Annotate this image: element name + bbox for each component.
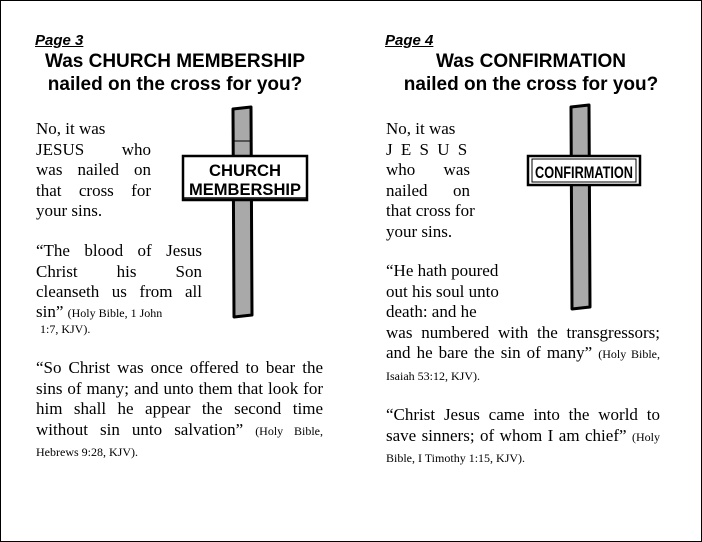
cross-illustration [521, 101, 661, 321]
verse-line: cleanseth us from all [36, 282, 202, 301]
verse-citation: (Holy Bible, 1 John [67, 305, 163, 320]
verse-line: sin” [36, 301, 64, 321]
intro-line: who was [386, 160, 470, 179]
heading-line-2: nailed on the cross for you? [47, 74, 303, 95]
sign-text: CONFIRMATION [535, 163, 633, 182]
intro-line: J E S U S [386, 139, 470, 159]
intro-line: No, it was [36, 119, 106, 138]
cross-upright [571, 105, 590, 309]
page-3 [1, 1, 351, 541]
page-number: Page 3 [35, 32, 84, 49]
verse-citation: (Holy Bible, Isaiah 53:12, KJV). [386, 347, 661, 383]
heading-line-1: Was CHURCH MEMBERSHIP [44, 51, 306, 72]
verse-text: was numbered with the transgressors; and he bare the sin of many” [386, 322, 660, 362]
sign-line-1: CHURCH [209, 161, 281, 180]
intro-line: that cross for [386, 201, 475, 220]
heading-line-1: Was CONFIRMATION [436, 51, 626, 72]
page-heading [371, 50, 691, 96]
verse-text: “So Christ was once offered to bear the sins of many; and unto them that look for him shall he appear the second time without sin unto salvation” [36, 358, 323, 439]
verse-citation: (Holy Bible, Hebrews 9:28, KJV). [36, 423, 323, 459]
verse-line: out his soul unto [386, 281, 499, 301]
verse-citation-cont: 1:7, KJV). [40, 321, 91, 336]
intro-line: your sins. [386, 221, 453, 241]
page-heading [15, 50, 335, 96]
verse-line: “He hath poured [386, 261, 499, 280]
intro-line: your sins. [36, 201, 103, 220]
verse-citation: (Holy Bible, I Timothy 1:15, KJV). [386, 429, 661, 465]
verse-line: death: and he [386, 302, 477, 321]
intro-paragraph [36, 119, 151, 222]
verse-text: “Christ Jesus came into the world to save sinners; of whom I am chief” [386, 405, 660, 445]
heading-line-2: nailed on the cross for you? [403, 74, 659, 95]
verse-hebrews [36, 358, 323, 463]
verse-line: Christ his Son [36, 261, 202, 281]
verse-line: “The blood of Jesus [36, 241, 202, 260]
intro-line: No, it was [386, 119, 456, 138]
intro-line: was nailed on [36, 160, 151, 179]
sign-line-2: MEMBERSHIP [189, 180, 301, 199]
verse-timothy [386, 405, 660, 469]
page-number: Page 4 [385, 32, 434, 49]
intro-line: that cross for [36, 180, 151, 200]
page-4 [351, 1, 701, 541]
intro-line: JESUS who [36, 139, 151, 159]
cross-illustration [176, 101, 316, 331]
intro-line: nailed on [386, 180, 470, 200]
intro-paragraph [386, 119, 491, 242]
cross-upright [233, 107, 252, 317]
